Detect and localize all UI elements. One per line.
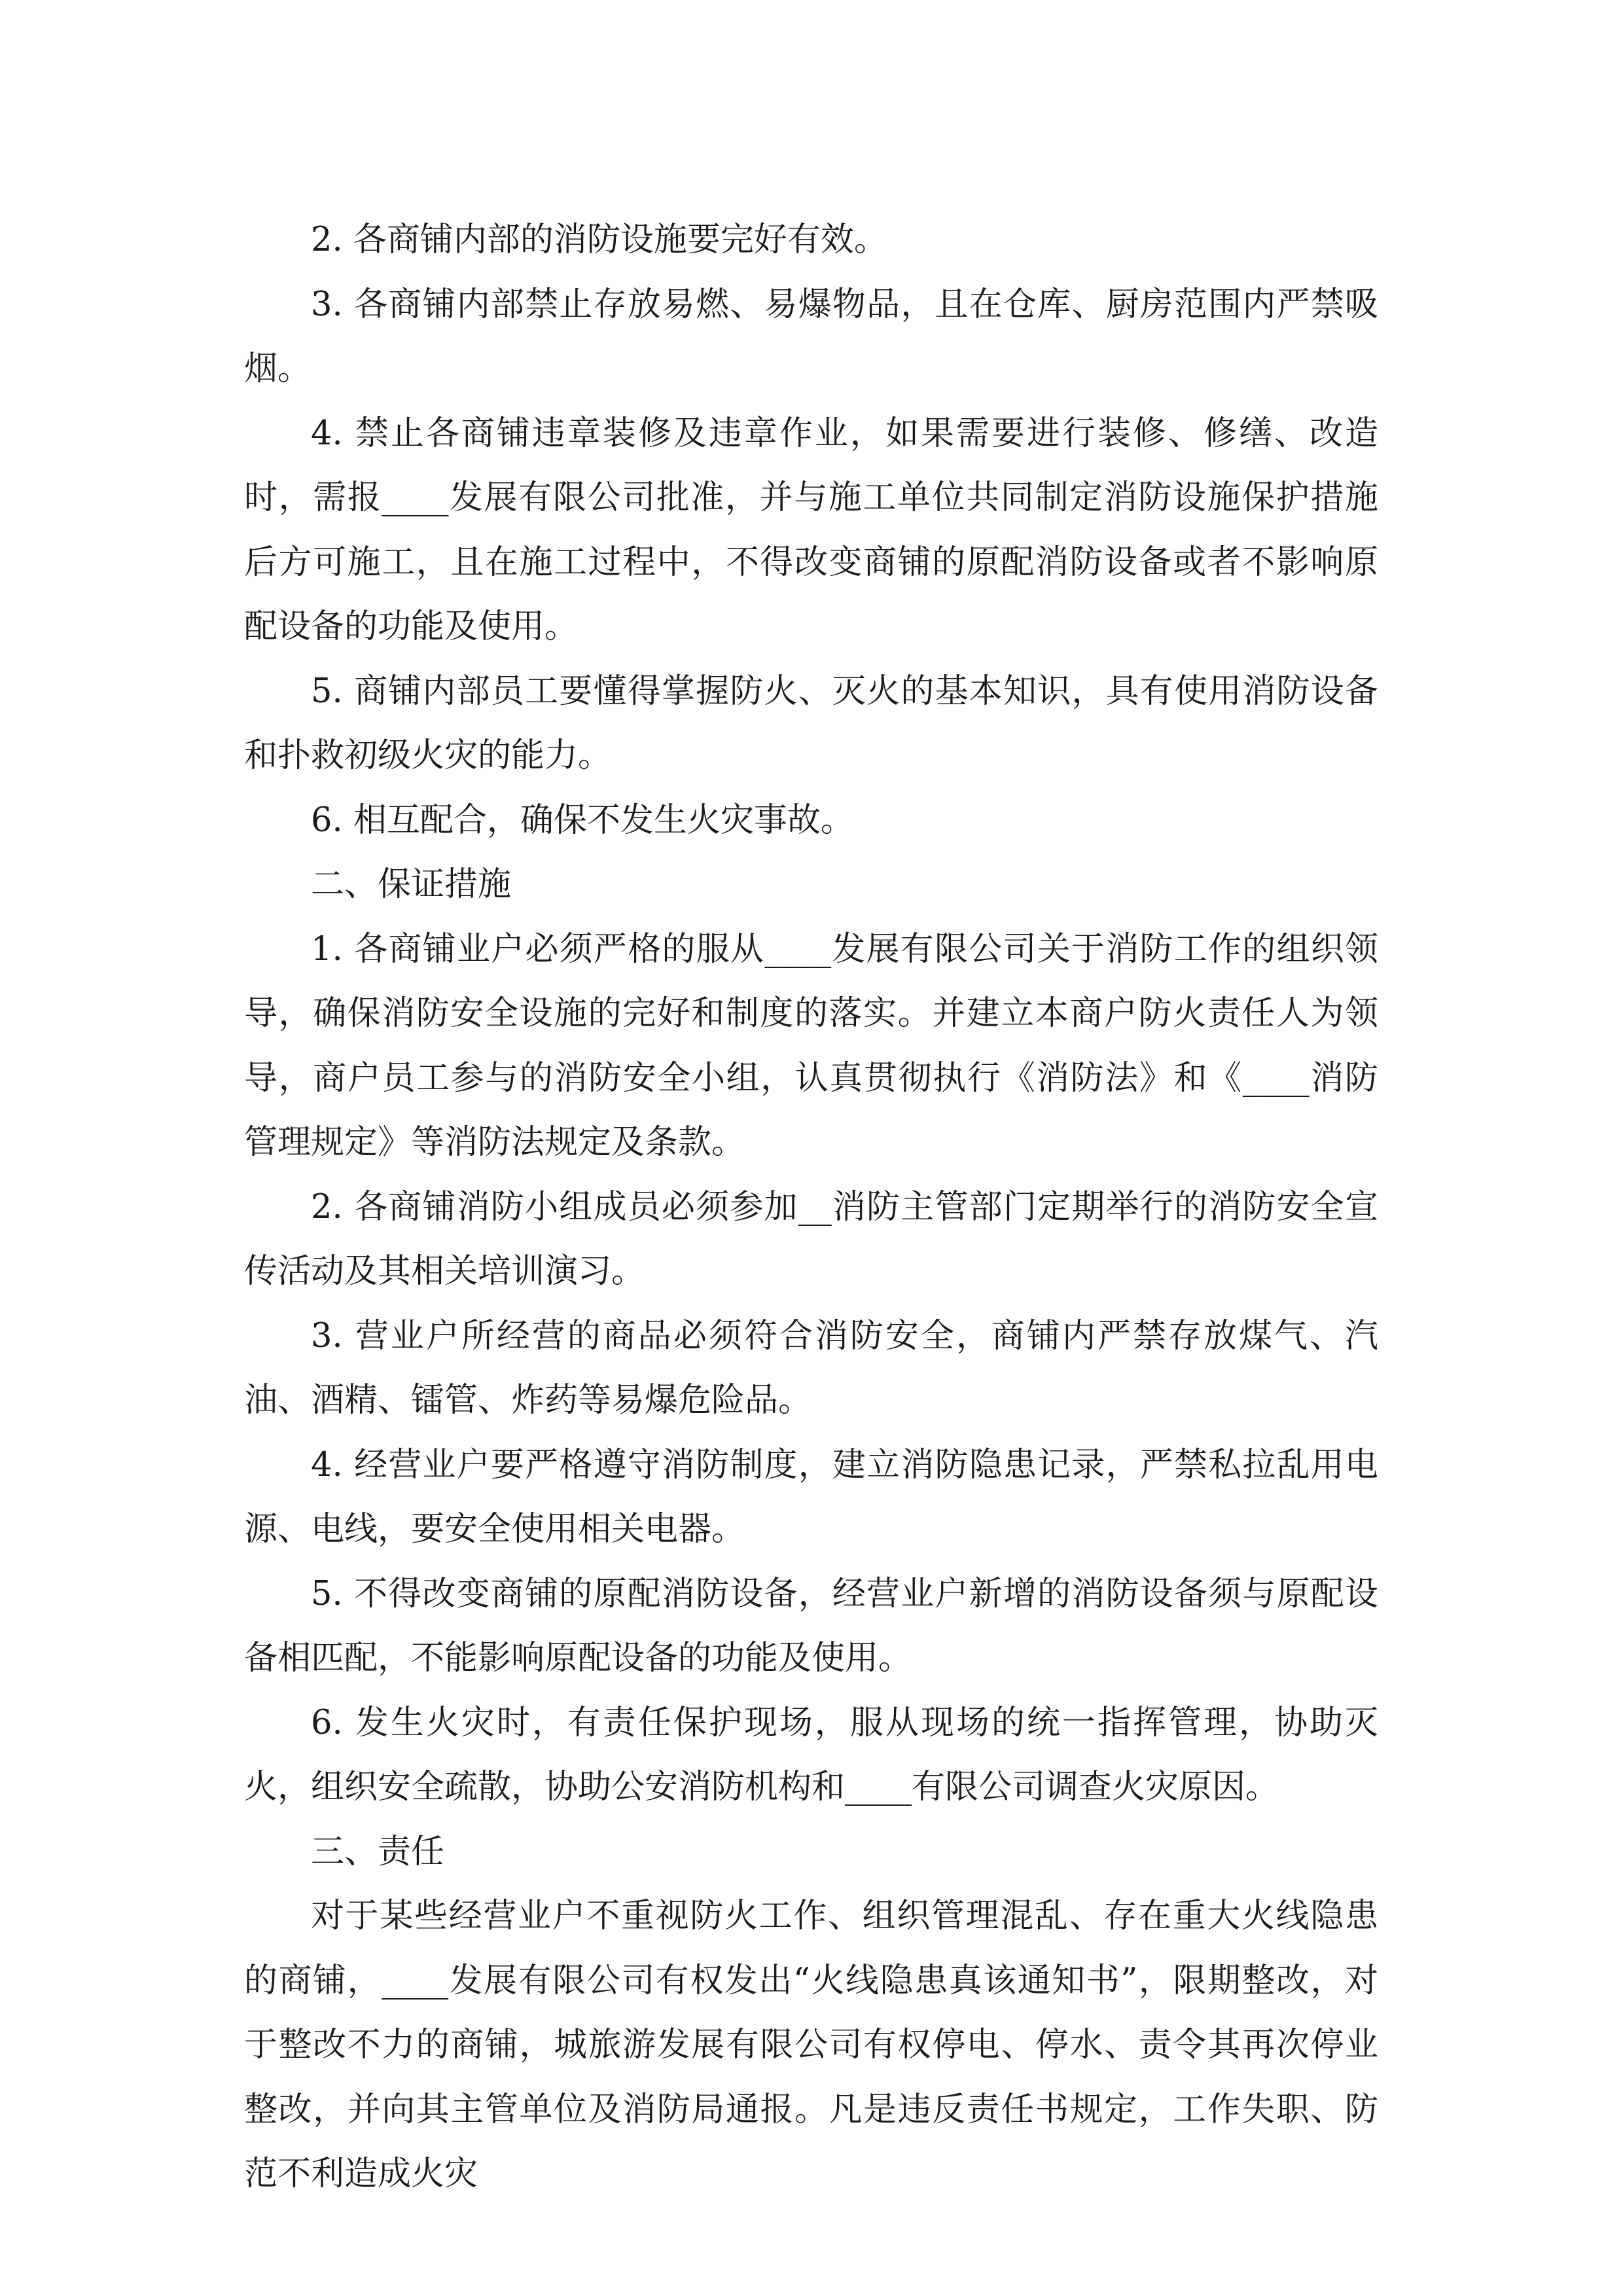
section-heading-responsibility: 三、责任	[311, 1832, 445, 1871]
paragraph-measure-2: 2. 各商铺消防小组成员必须参加__消防主管部门定期举行的消防安全宣传活动及其相关培训演习。	[244, 1187, 1378, 1291]
paragraph-item-3: 3. 各商铺内部禁止存放易燃、易爆物品，且在仓库、厨房范围内严禁吸烟。	[244, 285, 1378, 388]
document-body	[244, 208, 1378, 2207]
paragraph-item-6: 6. 相互配合，确保不发生火灾事故。	[311, 800, 854, 840]
paragraph-measure-4: 4. 经营业户要严格遵守消防制度，建立消防隐患记录，严禁私拉乱用电源、电线，要安全使用相关电器。	[244, 1445, 1378, 1549]
paragraph-measure-1: 1. 各商铺业户必须严格的服从____发展有限公司关于消防工作的组织领导，确保消防安全设施的完好和制度的落实。并建立本商户防火责任人为领导，商户员工参与的消防安全小组，认真贯彻执行《消防法》和《____消防管理规定》等消防法规定及条款。	[244, 929, 1378, 1162]
paragraph-item-4: 4. 禁止各商铺违章装修及违章作业，如果需要进行装修、修缮、改造时，需报____发展有限公司批准，并与施工单位共同制定消防设施保护措施后方可施工，且在施工过程中，不得改变商铺的原配消防设备或者不影响原配设备的功能及使用。	[244, 414, 1378, 646]
paragraph-measure-3: 3. 营业户所经营的商品必须符合消防安全，商铺内严禁存放煤气、汽油、酒精、镭管、炸药等易爆危险品。	[244, 1316, 1378, 1420]
paragraph-item-2: 2. 各商铺内部的消防设施要完好有效。	[311, 221, 887, 259]
paragraph-item-5: 5. 商铺内部员工要懂得掌握防火、灭火的基本知识，具有使用消防设备和扑救初级火灾的能力。	[244, 672, 1378, 775]
paragraph-measure-5: 5. 不得改变商铺的原配消防设备，经营业户新增的消防设备须与原配设备相匹配，不能影响原配设备的功能及使用。	[244, 1574, 1378, 1677]
paragraph-responsibility: 对于某些经营业户不重视防火工作、组织管理混乱、存在重大火线隐患的商铺，____发展有限公司有权发出“火线隐患真该通知书”，限期整改，对于整改不力的商铺，城旅游发展有限公司有权停电、停水、责令其再次停业整改，并向其主管单位及消防局通报。凡是违反责任书规定，工作失职、防范不利造成火灾	[244, 1897, 1378, 2193]
section-heading-guarantee-measures: 二、保证措施	[311, 865, 512, 904]
paragraph-measure-6: 6. 发生火灾时，有责任保护现场，服从现场的统一指挥管理，协助灭火，组织安全疏散，协助公安消防机构和____有限公司调查火灾原因。	[244, 1703, 1378, 1806]
